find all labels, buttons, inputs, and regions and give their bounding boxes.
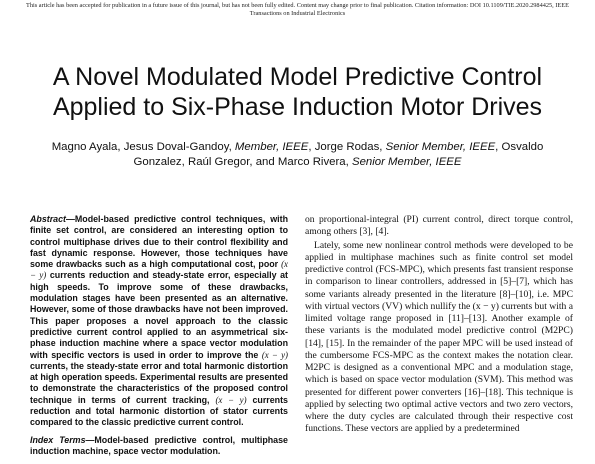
author-separator: , [379, 141, 386, 153]
intro-paragraph: Lately, some new nonlinear control methods were developed to be applied in multiphase machines such as finite control set model predictive control (FCS-MPC), which presents fast transient response in comparison to linear controllers, addressed in [5]–[7], which has some variants already presented in the literature [8]–[10], i.e. MPC with virtual vectors (VV) which nullify the (x − y) currents but with a limited voltage range proposed in [11]–[13]. Another example of these variants is the modulated model predictive control (M2PC) [14], [15]. In the remainder of the paper MPC will be used instead of the cumbersome FCS-MPC as the context makes the notation clear. M2PC is designed as a conventional MPC and a modulation stage, which is based on space vector modulation (SVM). This method was presented for different power converters [16]–[18]. This technique is applied by selecting two optimal active vectors and two zero vectors, where the duty cycles are calculated through their respective cost functions. These vectors are applied by a predetermined [305, 239, 573, 435]
author-separator: , [117, 141, 124, 153]
index-terms [30, 435, 288, 458]
abstract-text-1: —Model-based predictive control techniques, with finite set control, are considered an interesting option to control multiphase drives due to their control flexibility and fast dynamic response. However, those techniques have some drawbacks such as a high computational cost, poor [30, 214, 288, 270]
author-separator: , [495, 141, 502, 153]
abstract-text-4: currents reduction and total harmonic distortion of stator currents compared to the classic predictive current control. [30, 394, 288, 428]
abstract-heading: Abstract [30, 214, 67, 224]
math-xy: (x − y) [30, 259, 288, 281]
author-role: Member, IEEE [234, 141, 309, 153]
right-column [305, 214, 573, 436]
author-separator: , [228, 141, 235, 153]
abstract [30, 214, 288, 429]
author: Jesus Doval-Gandoy [123, 141, 229, 153]
publication-notice-line-1: This article has been accepted for publication in a future issue of this journal, but has not been fully edited. Content may change prior to final publication. Citation information: DOI 10.1109/TIE.2020.2984425, IEEE [26, 2, 569, 9]
publication-notice [0, 2, 595, 18]
author-role: Senior Member, IEEE [385, 141, 496, 153]
author-separator: , and [249, 156, 278, 168]
paper-title-line-1: A Novel Modulated Model Predictive Control [52, 63, 543, 91]
author: Jorge Rodas [314, 141, 380, 153]
author: Marco Rivera [277, 156, 346, 168]
paper-title-line-2: Applied to Six-Phase Induction Motor Drives [52, 93, 543, 121]
math-xy: (x − y) [215, 394, 247, 405]
intro-continuation: on proportional-integral (PI) current control, direct torque control, among others [3], [4]. [305, 214, 573, 238]
index-terms-text: —Model-based predictive control, multiphase induction machine, space vector modulation. [30, 434, 288, 456]
publication-notice-line-2: Transactions on Industrial Electronics [249, 10, 346, 18]
paper-title [20, 62, 575, 122]
math-xy: (x − y) [261, 349, 289, 360]
author-separator: , [345, 156, 352, 168]
author-role: Senior Member, IEEE [351, 156, 462, 168]
left-column [30, 214, 288, 457]
abstract-text-2: currents reduction and steady-state error, especially at high speeds. To improve some of these drawbacks, modulation stages have been presented as an alternative. However, some of those drawbacks have not been improved. This paper proposes a novel approach to the classic predictive current control applied to an asymmetrical six-phase induction machine where a space vector modulation with specific vectors is used in order to improve the [30, 270, 289, 360]
author: Raúl Gregor [187, 156, 250, 168]
index-terms-heading: Index Terms [30, 434, 86, 445]
author: Magno Ayala [51, 141, 118, 153]
author-list [40, 140, 555, 170]
author: Osvaldo Gonzalez [133, 141, 544, 168]
author-separator: , [181, 156, 188, 168]
author-separator: , [308, 141, 315, 153]
abstract-text-3: currents, the steady-state error and total harmonic distortion at high operation speeds. Experimental results are presented to demonstrate the characteristics of the proposed control technique in terms of current tracking, [30, 360, 288, 405]
